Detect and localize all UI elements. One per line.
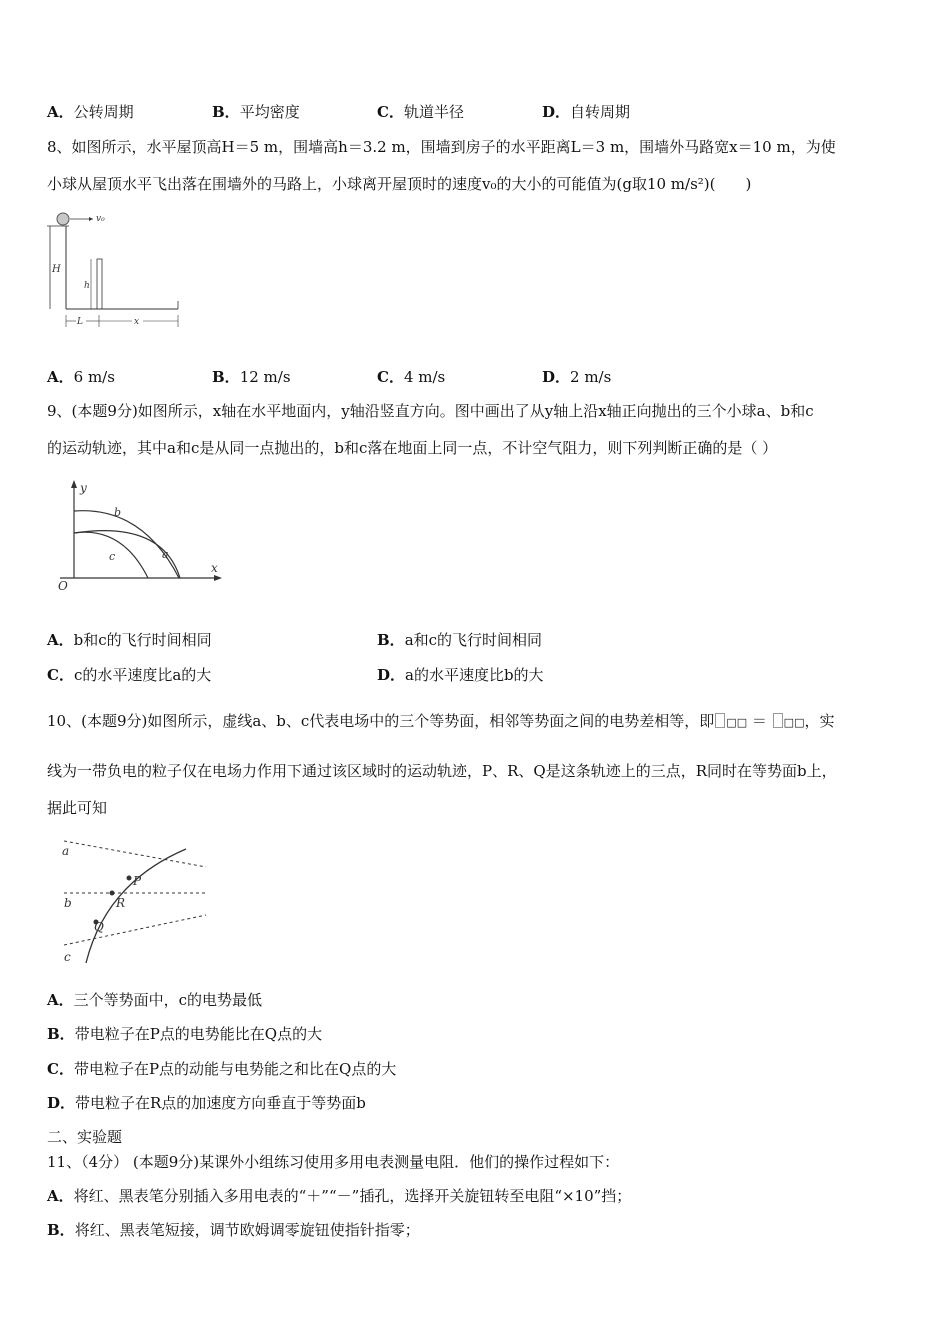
q11-step-a: A．将红、黑表笔分别插入多用电表的“＋”“－”插孔，选择开关旋钮转至电阻“×10”挡； <box>47 1187 632 1205</box>
svg-text:Q: Q <box>94 920 104 934</box>
svg-text:b: b <box>114 506 122 519</box>
q8-option-b: B．12 m/s <box>212 368 291 386</box>
svg-text:h: h <box>84 281 90 291</box>
svg-text:L: L <box>77 317 83 327</box>
q10-option-b: B．带电粒子在P点的电势能比在Q点的大 <box>47 1025 323 1043</box>
q9-option-a: A．b和c的飞行时间相同 <box>47 631 212 649</box>
svg-text:x: x <box>134 317 140 327</box>
q9-stem-line2: 的运动轨迹，其中a和c是从同一点抛出的，b和c落在地面上同一点，不计空气阻力，则下列判断正确的是（ ） <box>47 439 778 457</box>
svg-text:a: a <box>162 548 169 561</box>
q8-stem-line2: 小球从屋顶水平飞出落在围墙外的马路上，小球离开屋顶时的速度v₀的大小的可能值为(g取10 m/s²)( ) <box>47 175 752 193</box>
q10-stem-line1: 10、(本题9分)如图所示，虚线a、b、c代表电场中的三个等势面，相邻等势面之间的电势差相等，即 □□ ＝ □□，实 <box>47 712 835 730</box>
missing-glyph-icon <box>715 713 725 728</box>
svg-text:c: c <box>64 950 71 964</box>
q9-stem-line1: 9、(本题9分)如图所示，x轴在水平地面内，y轴沿竖直方向。图中画出了从y轴上沿x轴正向抛出的三个小球a、b和c <box>47 402 814 420</box>
q9-figure <box>52 478 227 593</box>
q10-stem-line3: 据此可知 <box>47 799 108 817</box>
svg-text:R: R <box>116 896 126 910</box>
q9-option-c: C．c的水平速度比a的大 <box>47 666 212 684</box>
q8-stem-line1: 8、如图所示，水平屋顶高H＝5 m，围墙高h＝3.2 m，围墙到房子的水平距离L＝3 m，围墙外马路宽x＝10 m，为使 <box>47 138 836 156</box>
q8-option-a: A．6 m/s <box>47 368 115 386</box>
q7-option-b: B．平均密度 <box>212 103 300 121</box>
q8-option-c: C．4 m/s <box>377 368 446 386</box>
q10-stem-line2: 线为一带负电的粒子仅在电场力作用下通过该区域时的运动轨迹，P、R、Q是这条轨迹上的三点，R同时在等势面b上， <box>47 762 837 780</box>
q7-option-a: A．公转周期 <box>47 103 134 121</box>
svg-text:c: c <box>109 550 116 563</box>
svg-text:x: x <box>211 561 218 575</box>
missing-glyph-icon <box>773 713 783 728</box>
q8-figure <box>44 208 184 333</box>
q10-option-a: A．三个等势面中，c的电势最低 <box>47 991 263 1009</box>
svg-text:P: P <box>133 874 142 888</box>
svg-text:v₀: v₀ <box>96 214 105 224</box>
q7-option-c: C．轨道半径 <box>377 103 464 121</box>
svg-text:y: y <box>80 481 87 495</box>
q11-step-b: B．将红、黑表笔短接，调节欧姆调零旋钮使指针指零； <box>47 1221 420 1239</box>
q9-option-d: D．a的水平速度比b的大 <box>377 666 544 684</box>
q11-stem-line1: 11、（4分） (本题9分)某课外小组练习使用多用电表测量电阻．他们的操作过程如下： <box>47 1153 620 1171</box>
q10-option-d: D．带电粒子在R点的加速度方向垂直于等势面b <box>47 1094 366 1112</box>
svg-text:O: O <box>58 579 68 593</box>
svg-text:H: H <box>52 264 61 275</box>
q9-option-b: B．a和c的飞行时间相同 <box>377 631 543 649</box>
q8-option-d: D．2 m/s <box>542 368 612 386</box>
q10-figure <box>56 835 216 965</box>
q10-option-c: C．带电粒子在P点的动能与电势能之和比在Q点的大 <box>47 1060 397 1078</box>
q7-option-d: D．自转周期 <box>542 103 631 121</box>
section-title: 二、实验题 <box>47 1128 123 1146</box>
svg-text:b: b <box>64 896 72 910</box>
svg-text:a: a <box>62 844 70 858</box>
